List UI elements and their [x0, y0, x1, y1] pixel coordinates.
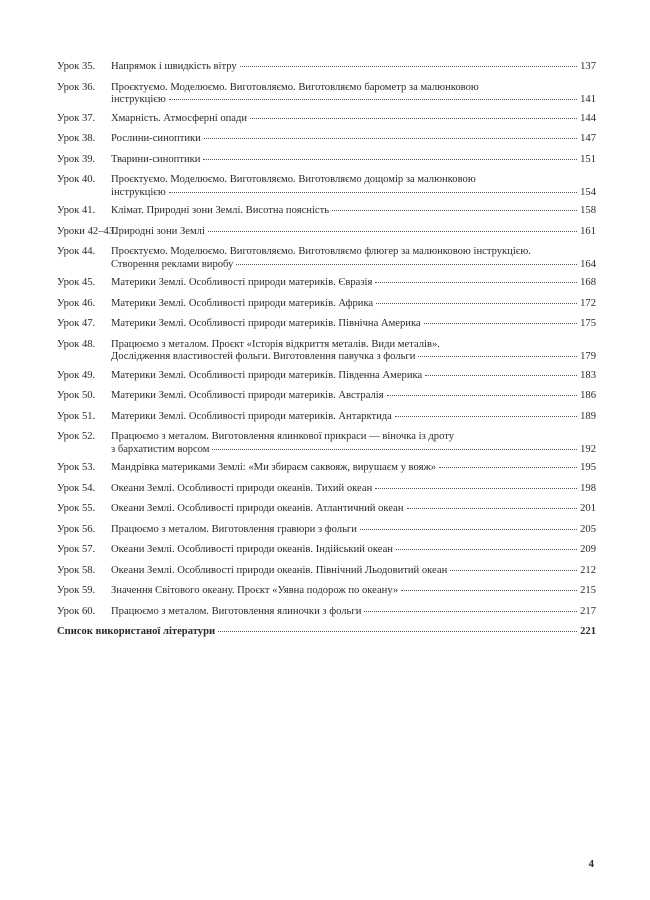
toc-entry — [57, 133, 596, 146]
toc-entry-page: 168 — [580, 277, 596, 288]
toc-entry-body — [111, 298, 596, 311]
toc-entry-page: 189 — [580, 410, 596, 422]
toc-entry-page: 195 — [580, 462, 596, 473]
toc-entry-title: Океани Землі. Особливості природи океанів. Атлантичний океан — [111, 503, 404, 514]
toc-entry-body — [111, 585, 596, 598]
toc-entry-line — [111, 411, 596, 424]
toc-entry-line — [111, 298, 596, 311]
toc-entry-label: Урок 54. — [57, 482, 96, 494]
toc-entry-page: 161 — [580, 225, 596, 237]
toc-entry-body — [111, 61, 596, 74]
toc-entry — [57, 339, 596, 364]
dot-leader — [425, 375, 577, 376]
toc-entry-line — [57, 626, 596, 639]
toc-entry-label: Урок 38. — [57, 133, 96, 144]
toc-entry-line — [111, 370, 596, 383]
toc-entry-label: Уроки 42–43. — [57, 225, 117, 237]
toc-entry-title: Проєктуємо. Моделюємо. Виготовляємо. Виготовляємо флюгер за малюнковою інструкцією. — [111, 246, 531, 257]
toc-entry-page: 158 — [580, 205, 596, 216]
toc-entry-page: 154 — [580, 186, 596, 198]
toc-entry — [57, 61, 596, 74]
toc-entry-line — [111, 565, 596, 578]
toc-entry-body — [111, 431, 596, 456]
toc-entry-label: Урок 39. — [57, 153, 96, 165]
toc-entry — [57, 82, 596, 107]
toc-entry-page: 217 — [580, 605, 596, 617]
toc-entry-page: 192 — [580, 443, 596, 455]
toc-entry — [57, 277, 596, 290]
dot-leader — [439, 467, 577, 468]
dot-leader — [169, 99, 577, 100]
toc-entry-page: 141 — [580, 94, 596, 105]
toc-entry-line — [111, 462, 596, 475]
toc-entry-page: 209 — [580, 544, 596, 555]
page-number: 4 — [588, 858, 594, 870]
toc-entry-page: 172 — [580, 297, 596, 309]
toc-entry-page: 147 — [580, 133, 596, 144]
toc-entry-page: 175 — [580, 318, 596, 329]
toc-entry-title: Напрямок і швидкість вітру — [111, 61, 237, 72]
toc-entry-title: Значення Світового океану. Проєкт «Уявна подорож по океану» — [111, 585, 399, 596]
toc-entry-body — [111, 82, 596, 107]
dot-leader — [387, 395, 577, 396]
dot-leader — [169, 192, 577, 193]
dot-leader — [418, 356, 577, 357]
toc-entry-label: Урок 50. — [57, 390, 96, 401]
toc-entry-label: Урок 41. — [57, 205, 96, 216]
toc-entry-body — [111, 606, 596, 619]
dot-leader — [364, 611, 577, 612]
bibliography-title: Список використаної літератури — [57, 626, 216, 637]
toc-entry-line — [111, 226, 596, 239]
toc-entry-title: Мандрівка материками Землі: «Ми збираєм саквояж, вирушаєм у вояж» — [111, 462, 437, 473]
toc-entry-label: Урок 53. — [57, 462, 96, 473]
toc-entry-line — [111, 606, 596, 619]
toc-entry-label: Урок 37. — [57, 112, 96, 124]
toc-entry-title: Материки Землі. Особливості природи материків. Євразія — [111, 277, 373, 288]
toc-entry — [57, 503, 596, 516]
dot-leader — [375, 282, 577, 283]
toc-entry-page: 215 — [580, 585, 596, 596]
toc-entry-page: 164 — [580, 258, 596, 270]
toc-entry-title: Океани Землі. Особливості природи океанів. Північний Льодовитий океан — [111, 564, 448, 576]
toc-entry-body — [111, 544, 596, 557]
toc-entry-body — [111, 503, 596, 516]
toc-entry — [57, 544, 596, 557]
toc-entry-page: 205 — [580, 523, 596, 535]
toc-entry-label: Урок 35. — [57, 61, 96, 72]
toc-entry — [57, 246, 596, 271]
toc-entry-title: інструкцією — [111, 94, 166, 105]
dot-leader — [212, 449, 577, 450]
toc-entry-line — [111, 246, 596, 259]
toc-entry-title: Дослідження властивостей фольги. Виготовлення павучка з фольги — [111, 351, 416, 362]
toc-entry-line — [111, 259, 596, 272]
toc-entry-line — [111, 205, 596, 218]
toc-entry-page: 151 — [580, 153, 596, 165]
toc-entry-label: Урок 45. — [57, 277, 96, 288]
dot-leader — [204, 138, 577, 139]
toc-entry-page: 144 — [580, 112, 596, 124]
toc-entry-body — [111, 113, 596, 126]
toc-entry-page: 198 — [580, 482, 596, 494]
dot-leader — [396, 549, 577, 550]
toc-entry-line — [111, 483, 596, 496]
dot-leader — [395, 416, 577, 417]
bibliography-page: 221 — [580, 626, 596, 637]
toc-entry-page: 183 — [580, 369, 596, 381]
toc-entry-title: Працюємо з металом. Виготовлення гравюри з фольги — [111, 523, 357, 535]
toc-entry-line — [111, 277, 596, 290]
toc-entry — [57, 174, 596, 199]
toc-entry-line — [111, 133, 596, 146]
toc-entry — [57, 462, 596, 475]
toc-entry — [57, 431, 596, 456]
dot-leader — [218, 631, 577, 632]
toc-entry-title: Працюємо з металом. Проєкт «Історія відкриття металів. Види металів». — [111, 338, 440, 350]
toc-entry-title: Працюємо з металом. Виготовлення ялиночки з фольги — [111, 605, 362, 617]
toc-entry — [57, 606, 596, 619]
toc-entry-line — [111, 113, 596, 126]
toc-entry-line — [111, 431, 596, 444]
toc-entry-label: Урок 44. — [57, 246, 96, 257]
toc-entry-line — [111, 154, 596, 167]
toc-entry-body — [111, 277, 596, 290]
toc-entry-body — [111, 226, 596, 239]
toc-entry-line — [111, 351, 596, 364]
dot-leader — [240, 66, 577, 67]
toc-entry-title: Працюємо з металом. Виготовлення ялинкової прикраси — віночка із дроту — [111, 431, 455, 442]
toc-entry-line — [111, 444, 596, 457]
toc-entry-title: Хмарність. Атмосферні опади — [111, 112, 248, 124]
toc-entry-label: Урок 52. — [57, 431, 96, 442]
toc-entry-title: Природні зони Землі — [111, 225, 205, 237]
dot-leader — [250, 118, 577, 119]
toc-entry-body — [111, 390, 596, 403]
toc-entry-body — [111, 370, 596, 383]
toc-entry-label: Урок 58. — [57, 564, 96, 576]
toc-entry-page: 201 — [580, 503, 596, 514]
toc-entry-line — [111, 318, 596, 331]
toc-entry-body — [111, 246, 596, 271]
toc-entry-label: Урок 51. — [57, 410, 96, 422]
dot-leader — [424, 323, 577, 324]
dot-leader — [360, 529, 577, 530]
toc-entry-title: Проєктуємо. Моделюємо. Виготовляємо. Виготовляємо дощомір за малюнковою — [111, 174, 476, 185]
dot-leader — [203, 159, 577, 160]
toc-entry-label: Урок 36. — [57, 81, 96, 93]
table-of-contents — [57, 61, 596, 647]
toc-entry — [57, 565, 596, 578]
toc-entry-label: Урок 55. — [57, 503, 96, 514]
toc-entry-title: з бархатистим ворсом — [111, 443, 210, 455]
dot-leader — [407, 508, 578, 509]
dot-leader — [375, 488, 577, 489]
dot-leader — [332, 210, 577, 211]
toc-entry-title: Тварини-синоптики — [111, 153, 201, 165]
toc-entry-title: Рослини-синоптики — [111, 133, 201, 144]
toc-entry-line — [111, 544, 596, 557]
toc-entry-label: Урок 56. — [57, 523, 96, 535]
toc-entry-body — [111, 524, 596, 537]
toc-entry-label: Урок 48. — [57, 338, 96, 350]
toc-entry-bibliography — [57, 626, 596, 639]
toc-entry-title: інструкцією — [111, 186, 166, 198]
toc-entry — [57, 318, 596, 331]
toc-entry-label: Урок 47. — [57, 318, 96, 329]
toc-entry-label: Урок 40. — [57, 174, 96, 185]
dot-leader — [401, 590, 577, 591]
toc-entry-line — [111, 82, 596, 95]
toc-entry-line — [111, 61, 596, 74]
toc-entry-label: Урок 60. — [57, 605, 96, 617]
toc-entry-body — [111, 154, 596, 167]
toc-entry-page: 137 — [580, 61, 596, 72]
toc-entry-body — [111, 411, 596, 424]
toc-entry-line — [111, 174, 596, 187]
toc-entry-title: Материки Землі. Особливості природи материків. Австралія — [111, 390, 384, 401]
toc-entry-title: Океани Землі. Особливості природи океанів. Тихий океан — [111, 482, 373, 494]
toc-entry-body — [111, 462, 596, 475]
toc-entry-title: Клімат. Природні зони Землі. Висотна поясність — [111, 205, 330, 216]
dot-leader — [208, 231, 577, 232]
toc-entry — [57, 370, 596, 383]
dot-leader — [376, 303, 577, 304]
toc-entry-title: Материки Землі. Особливості природи материків. Північна Америка — [111, 318, 421, 329]
toc-entry — [57, 411, 596, 424]
toc-entry-line — [111, 585, 596, 598]
toc-entry-body — [111, 339, 596, 364]
toc-entry — [57, 154, 596, 167]
toc-entry-line — [111, 390, 596, 403]
toc-entry-body — [111, 483, 596, 496]
toc-entry — [57, 390, 596, 403]
toc-entry-title: Материки Землі. Особливості природи материків. Південна Америка — [111, 369, 423, 381]
toc-entry-line — [111, 503, 596, 516]
toc-entry-label: Урок 59. — [57, 585, 96, 596]
toc-entry-title: Океани Землі. Особливості природи океанів. Індійський океан — [111, 544, 393, 555]
toc-entry-page: 212 — [580, 564, 596, 576]
toc-entry-line — [111, 187, 596, 200]
toc-entry-body — [111, 205, 596, 218]
dot-leader — [450, 570, 577, 571]
toc-entry-title: Материки Землі. Особливості природи материків. Африка — [111, 297, 374, 309]
toc-entry-line — [111, 524, 596, 537]
toc-entry — [57, 113, 596, 126]
toc-entry — [57, 298, 596, 311]
toc-entry-body — [111, 133, 596, 146]
toc-entry-body — [111, 565, 596, 578]
toc-entry-title: Проєктуємо. Моделюємо. Виготовляємо. Виготовляємо барометр за малюнковою — [111, 81, 479, 93]
toc-entry — [57, 524, 596, 537]
toc-entry — [57, 483, 596, 496]
toc-entry-line — [111, 94, 596, 107]
toc-entry-label: Урок 57. — [57, 544, 96, 555]
toc-entry-body — [111, 174, 596, 199]
toc-entry-body — [111, 318, 596, 331]
toc-entry-title: Створення реклами виробу — [111, 258, 234, 270]
toc-entry-page: 179 — [580, 351, 596, 362]
toc-entry-title: Материки Землі. Особливості природи материків. Антарктида — [111, 410, 392, 422]
toc-entry — [57, 226, 596, 239]
toc-entry — [57, 205, 596, 218]
toc-entry-page: 186 — [580, 390, 596, 401]
toc-entry-line — [111, 339, 596, 352]
dot-leader — [236, 264, 577, 265]
toc-entry — [57, 585, 596, 598]
toc-entry-label: Урок 49. — [57, 369, 96, 381]
toc-entry-label: Урок 46. — [57, 297, 96, 309]
